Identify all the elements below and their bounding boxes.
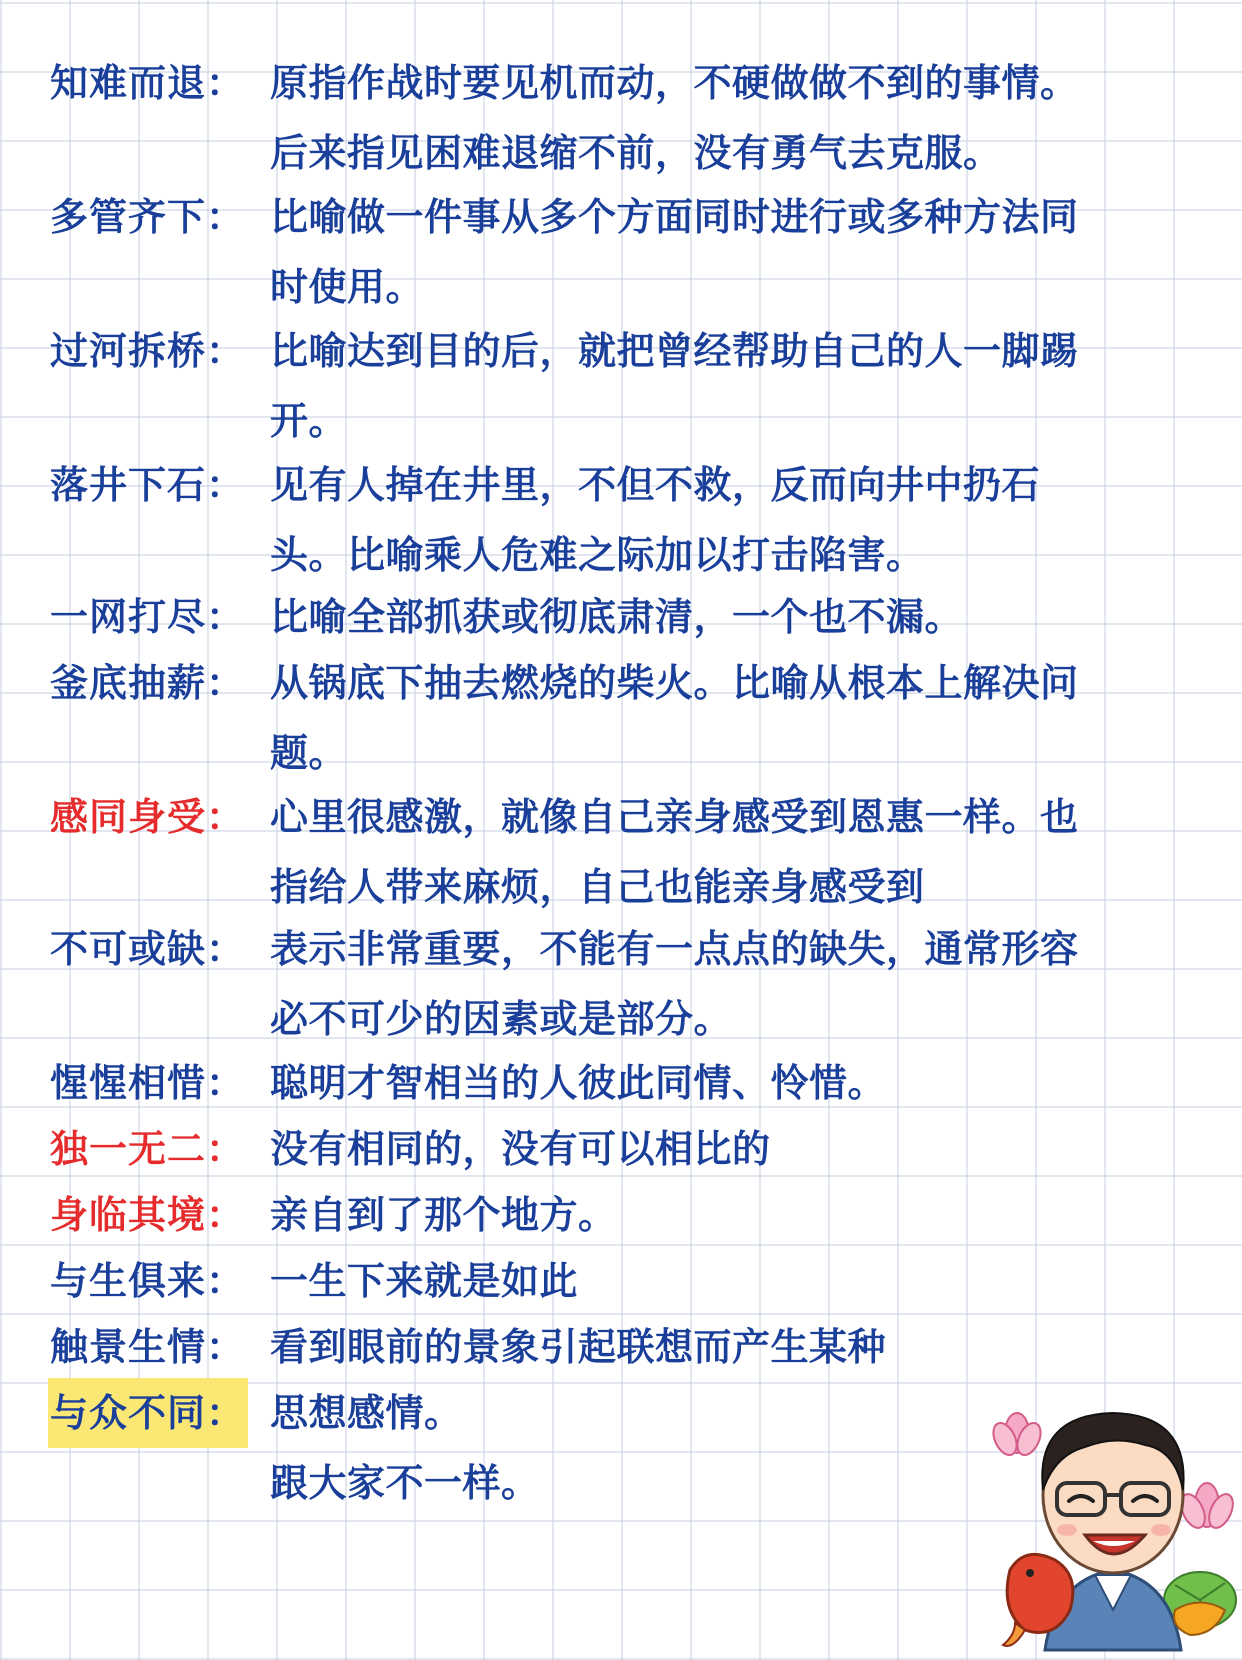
definition-line: 心里很感激，就像自己亲身感受到恩惠一样。也: [270, 794, 1079, 839]
entry-term: 落井下石：: [50, 462, 246, 507]
entry-term: 不可或缺：: [50, 926, 246, 971]
entry-definition: [270, 1114, 1200, 1184]
entry-term: 惺惺相惜：: [50, 1060, 246, 1105]
entry-definition: [270, 782, 1200, 922]
definition-line: 比喻全部抓获或彻底肃清，一个也不漏。: [270, 594, 964, 639]
definition-line: 原指作战时要见机而动，不硬做做不到的事情。: [270, 60, 1079, 105]
entry-definition: [270, 1312, 1200, 1382]
entry-definition: [270, 1180, 1200, 1250]
definition-line: 时使用。: [270, 264, 425, 309]
definition-line: 从锅底下抽去燃烧的柴火。比喻从根本上解决问: [270, 660, 1079, 705]
entry-term: 触景生情：: [50, 1324, 246, 1369]
definition-line: 开。: [270, 398, 348, 443]
definition-line: 指给人带来麻烦，自己也能亲身感受到: [270, 864, 925, 909]
entry-term: 知难而退：: [50, 60, 246, 105]
entry-term: 与生俱来：: [50, 1258, 246, 1303]
entry-definition: [270, 914, 1200, 1054]
definition-line: 比喻达到目的后，就把曾经帮助自己的人一脚踢: [270, 328, 1079, 373]
entry-definition: [270, 648, 1200, 788]
definition-line: 头。比喻乘人危难之际加以打击陷害。: [270, 532, 925, 577]
entry-definition: [270, 48, 1200, 188]
definition-line: 必不可少的因素或是部分。: [270, 996, 733, 1041]
entry-term: 过河拆桥：: [50, 328, 246, 373]
entry-definition: [270, 1246, 1200, 1316]
definition-line: 后来指见困难退缩不前，没有勇气去克服。: [270, 130, 1002, 175]
entry-definition: [270, 316, 1200, 456]
entry-term: 与众不同：: [48, 1378, 248, 1448]
definition-line: 聪明才智相当的人彼此同情、怜惜。: [270, 1060, 887, 1105]
definition-line: 一生下来就是如此: [270, 1258, 579, 1303]
definition-line: 亲自到了那个地方。: [270, 1192, 617, 1237]
entry-definition: [270, 450, 1200, 590]
definition-line: 看到眼前的景象引起联想而产生某种: [270, 1324, 887, 1369]
definition-line: 题。: [270, 730, 348, 775]
definition-line: 表示非常重要，不能有一点点的缺失，通常形容: [270, 926, 1079, 971]
definition-line: 见有人掉在井里，不但不救，反而向井中扔石: [270, 462, 1041, 507]
entry-term: 身临其境：: [50, 1192, 246, 1237]
entry-term: 感同身受：: [50, 794, 246, 839]
entry-definition: [270, 182, 1200, 322]
definition-line: 没有相同的，没有可以相比的: [270, 1126, 771, 1171]
definition-line: 跟大家不一样。: [270, 1460, 540, 1505]
entry-term: 独一无二：: [50, 1126, 246, 1171]
entry-definition: [270, 1048, 1200, 1118]
definition-line: 比喻做一件事从多个方面同时进行或多种方法同: [270, 194, 1079, 239]
entry-term: 多管齐下：: [50, 194, 246, 239]
entry-term: 釜底抽薪：: [50, 660, 246, 705]
definition-line: 思想感情。: [270, 1390, 463, 1435]
entry-definition: [270, 582, 1200, 652]
entry-term: 一网打尽：: [50, 594, 246, 639]
cartoon-avatar-icon: [985, 1395, 1240, 1655]
